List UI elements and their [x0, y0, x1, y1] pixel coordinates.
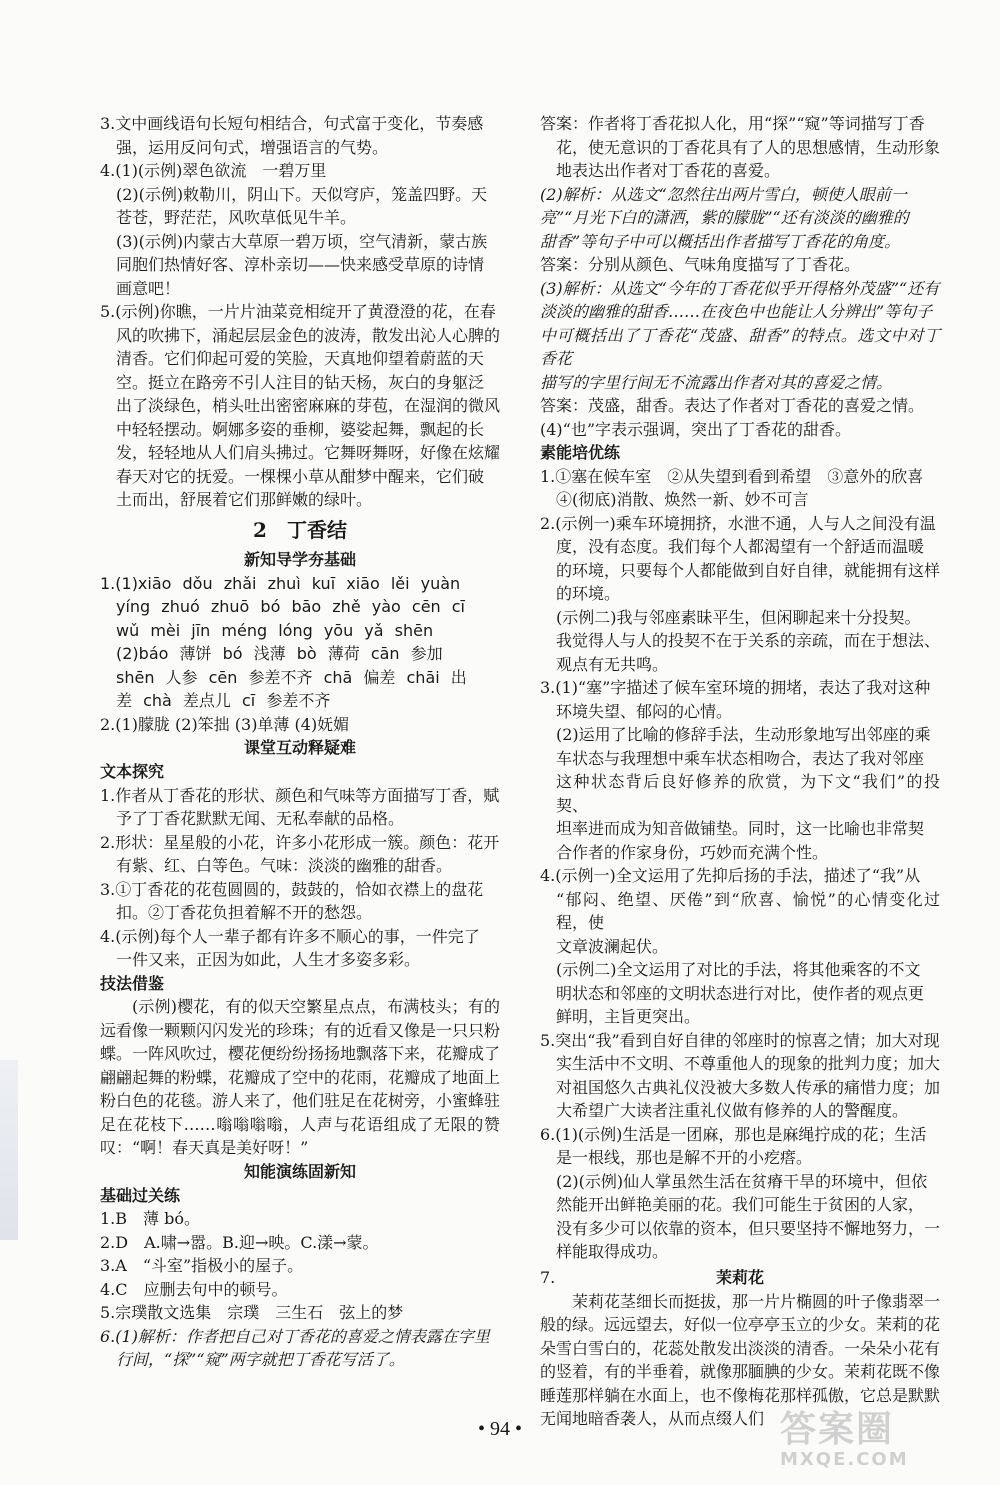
answer-line: 观点有无共鸣。	[556, 654, 669, 674]
answer-line: 答案：作者将丁香花拟人化，用“探”“窥”等词描写丁香	[540, 114, 925, 133]
answer-line: (2)解析：从选文“忽然往出两片雪白，顿使人眼前一	[540, 184, 907, 204]
pinyin-row: 差 chà 差点儿 cī 参差不齐	[116, 691, 331, 710]
sub-heading: 技法借鉴	[100, 973, 165, 993]
sub-heading: 基础过关练	[100, 1185, 181, 1205]
answer-line: 花，使无意识的丁香花具有了人的思想感情，生动形象	[556, 137, 941, 157]
pinyin-row: (2)báo 薄饼 bó 浅薄 bò 薄荷 cān 参加	[116, 644, 443, 663]
answer-line: 这种状态背后良好修养的欣赏，为下文“我们”的投契、	[556, 772, 940, 815]
item7-heading	[540, 1266, 940, 1290]
answer-line: 地表达出作者对丁香花的喜爱。	[556, 161, 781, 180]
answer-line: 1.作者从丁香花的形状、颜色和气味等方面描写丁香，赋	[100, 785, 500, 805]
page-number: • 94 •	[477, 1418, 522, 1440]
answer-line: (示例二)我与邻座素昧平生，但闲聊起来十分投契。	[556, 607, 921, 627]
answer-line: 5.突出“我”看到自好自律的邻座时的惊喜之情；加大对现	[540, 1030, 940, 1050]
answer-line: 中可概括出了丁香花“茂盛、甜香”的特点。选文中对丁香花	[540, 325, 940, 368]
answer-line: 亮”“月光下白的潇洒，紫的朦胧”“还有淡淡的幽雅的	[540, 208, 909, 227]
answer-line: 春天对它的抚爱。一棵棵小草从酣梦中醒来，它们破	[116, 466, 485, 486]
answer-line: 予了丁香花默默无闻、无私奉献的品格。	[116, 809, 405, 828]
watermark-logo	[780, 1410, 980, 1470]
answer-line: 4.C 应删去句中的顿号。	[100, 1279, 288, 1299]
pinyin-row: yíng zhuó zhuō bó bāo zhě yào cēn cī	[116, 597, 465, 616]
answer-line: 鲜明，主旨更突出。	[556, 1007, 701, 1026]
item-number: 7.	[540, 1267, 556, 1287]
answer-line: 坦率进而成为知音做铺垫。同时，这一比喻也非常契	[556, 819, 925, 838]
advanced-answers	[540, 465, 940, 1264]
pinyin-block	[100, 572, 500, 713]
answer-line: 3.文中画线语句长短句相结合，句式富于变化，节奏感	[100, 114, 484, 133]
section-heading: 知能演练固新知	[243, 1161, 356, 1181]
answer-line: 6.(1)解析：作者把自己对丁香花的喜爱之情表露在字里	[100, 1326, 490, 1346]
lesson-title: 2 丁香结	[253, 517, 347, 542]
answer-line: 环境失望、郁闷的心情。	[556, 701, 733, 721]
answer-line: 空。挺立在路旁不引人注目的钻天杨，灰白的身躯泛	[116, 372, 485, 392]
answer-line: 5.宗璞散文选集 宗璞 三生石 弦上的梦	[100, 1303, 404, 1322]
answer-line: 甜香”等句子中可以概括出作者描写丁香花的角度。	[540, 231, 901, 251]
basic-answers	[100, 1207, 500, 1325]
answer-line: 车状态与我理想中乘车状态相吻合，表达了我对邻座	[556, 748, 925, 768]
answer-line: (示例二)全文运用了对比的手法，将其他乘客的不文	[556, 960, 921, 979]
answer-line: 我觉得人与人的投契不在于关系的亲疏，而在于想法、	[556, 631, 941, 650]
pinyin-row: shēn 人参 cēn 参差不齐 chā 偏差 chāi 出	[116, 667, 467, 687]
answer-line: 3.A “斗室”指极小的屋子。	[100, 1256, 304, 1275]
answer-line: 没有多少可以依靠的资本，但只要坚持不懈地努力，一	[556, 1218, 941, 1238]
answer-line: 描写的字里行间无不流露出作者对其的喜爱之情。	[540, 372, 893, 392]
answer-line: 4.(示例)每个人一辈子都有许多不顺心的事，一件完了	[100, 926, 480, 946]
answer-line: 强，运用反问句式，增强语言的气势。	[116, 137, 389, 157]
answer-line: 2.(1)朦胧 (2)笨拙 (3)单薄 (4)妩媚	[100, 714, 350, 734]
answer-line: 画意吧！	[116, 278, 181, 298]
answer-line: 的环境。	[556, 584, 621, 603]
answer-line: 风的吹拂下，涌起层层金色的波涛，散发出沁人心脾的	[116, 325, 501, 345]
essay-paragraph: 茉莉花茎细长而挺拔，那一片片椭圆的叶子像翡翠一般的绿。远远望去，好似一位亭亭玉立的少女。茉莉的花朵雪白雪白的，花蕊处散发出淡淡的清香。一朵朵小花有的竖着，有的半垂着，就像那腼腆的少女。茉莉花既不像睡莲那样躺在水面上，也不像梅花那样孤傲，它总是默默无闻地暗香袭人，从而点缀人们	[540, 1291, 941, 1428]
answer-line: 3.①丁香花的花苞圆圆的，鼓鼓的，恰如衣襟上的盘花	[100, 879, 484, 899]
answer-line: 1.B 薄 bó。	[100, 1209, 200, 1228]
answer-line: “郁闷、绝望、厌倦”到“欣喜、愉悦”的心情变化过程，使	[556, 889, 940, 932]
answer-line: 度，没有态度。我们每个人都渴望有一个舒适而温暖	[556, 537, 925, 556]
sub-heading: 文本探究	[100, 762, 165, 781]
answer-line: 中轻轻摆动。婀娜多姿的垂柳，婆娑起舞，飘起的长	[116, 419, 485, 439]
answer-line: 答案：茂盛，甜香。表达了作者对丁香花的喜爱之情。	[540, 396, 925, 415]
section-heading: 课堂互动释疑难	[243, 738, 356, 757]
answer-line: (3)解析：从选文“今年的丁香花似乎开得格外茂盛”“还有	[540, 278, 940, 298]
answer-line: 是一根线，那也是解不开的小疙瘩。	[556, 1148, 813, 1167]
technique-paragraph: (示例)樱花，有的似天空繁星点点，布满枝头；有的远看像一颗颗闪闪发光的珍珠；有的近看又像是一只只粉蝶。一阵风吹过，樱花便纷纷扬扬地飘落下来，花瓣成了翩翩起舞的粉蝶，花瓣成了空中的花雨，花瓣成了地面上粉白色的花毯。游人来了，他们驻足在花树旁，小蜜蜂驻足在花枝下……嗡嗡嗡嗡，人声与花语组成了无限的赞叹：“啊！春天真是美好呀！”	[100, 997, 501, 1157]
answer-line: (2)运用了比喻的修辞手法，生动形象地写出邻座的乘	[556, 725, 931, 744]
answer-line: 对祖国悠久古典礼仪没被大多数人传承的痛惜力度；加	[556, 1077, 941, 1097]
answer-line: (3)(示例)内蒙古大草原一碧万顷，空气清新，蒙古族	[116, 231, 488, 251]
sub-heading: 素能培优练	[540, 443, 621, 462]
explore-answers	[100, 784, 500, 972]
answer-line: 一件又来，正因为如此，人生才多姿多彩。	[116, 950, 421, 969]
watermark-url: MXQE.COM	[780, 1449, 909, 1470]
answer-line: 扣。②丁香花负担着解不开的愁怨。	[116, 903, 373, 922]
answer-line: 4.(1)(示例)翠色欲流 一碧万里	[100, 161, 327, 180]
pinyin-row: 1.(1)xiāo dǒu zhǎi zhuì kuī xiāo lěi yuàn	[100, 573, 461, 593]
answer-line: 2.(示例一)乘车环境拥挤，水泄不通，人与人之间没有温	[540, 513, 936, 533]
section-heading: 新知导学夯基础	[243, 549, 356, 569]
answer-line: 淡淡的幽雅的甜香……在夜色中也能让人分辨出”等句子	[540, 302, 933, 321]
answer-line: 有紫、红、白等色。气味：淡淡的幽雅的甜香。	[116, 856, 453, 875]
watermark-text: 答案圈	[780, 1409, 895, 1450]
left-top-answers	[100, 112, 500, 512]
answer-line: ④(彻底)消散、焕然一新、妙不可言	[556, 490, 809, 509]
answer-line: 行间，“探”“窥”两字就把丁香花写活了。	[116, 1350, 405, 1369]
answer-line: 实生活中不文明、不尊重他人的现象的批判力度；加大	[556, 1054, 941, 1073]
answer-line: 文章波澜起伏。	[556, 936, 669, 956]
answer-line: 明状态和邻座的文明状态进行对比，使作者的观点更	[556, 983, 925, 1003]
right-column	[540, 112, 940, 1431]
answer-line: (4)“也”字表示强调，突出了丁香花的甜香。	[540, 419, 852, 439]
book-spine-shadow	[0, 1060, 18, 1240]
answer-line: (2)(示例)敕勒川，阴山下。天似穹庐，笼盖四野。天	[116, 184, 488, 204]
answer-line: 土而出，舒展着它们那鲜嫩的绿叶。	[116, 490, 373, 509]
left-column	[100, 112, 500, 1372]
answer-line: 2.D A.啸→嚣。B.迎→映。C.漾→蒙。	[100, 1232, 379, 1252]
answer-line: 出了淡绿色，梢头吐出密密麻麻的芽苞，在湿润的微风	[116, 396, 501, 415]
answer-line: 大希望广大读者注重礼仪做有修养的人的警醒度。	[556, 1101, 909, 1120]
answer-line: 5.(示例)你瞧，一片片油菜竞相绽开了黄澄澄的花，在春	[100, 302, 496, 321]
essay-title: 茉莉花	[715, 1267, 764, 1287]
right-top-answers	[540, 112, 940, 441]
answer-line: 的环境，只要每个人都能做到自好自律，就能拥有这样	[556, 560, 941, 580]
answer-line: 4.(示例一)全文运用了先抑后扬的手法，描述了“我”从	[540, 866, 921, 885]
answer-line: 清香。它们仰起可爱的笑脸，天真地仰望着蔚蓝的天	[116, 349, 485, 368]
answer-line: 发，轻轻地从人们肩头拂过。它舞呀舞呀，好像在炫耀	[116, 443, 501, 462]
answer-line: 苍苍，野茫茫，风吹草低见牛羊。	[116, 208, 357, 227]
pinyin-row: wǔ mèi jīn méng lóng yōu yǎ shēn	[116, 620, 434, 640]
answer-line: (2)(示例)仙人掌虽然生活在贫瘠干旱的环境中，但依	[556, 1171, 928, 1191]
answer-line: 1.①塞在候车室 ②从失望到看到希望 ③意外的欣喜	[540, 466, 924, 486]
answer-line: 样能取得成功。	[556, 1242, 669, 1261]
answer-line: 3.(1)“塞”字描述了候车室环境的拥堵，表达了我对这种	[540, 678, 931, 697]
answer-line: 2.形状：星星般的小花，许多小花形成一簇。颜色：花开	[100, 832, 500, 852]
answer-line: 合作者的作家身份，巧妙而充满个性。	[556, 842, 829, 862]
answer-line: 答案：分别从颜色、气味角度描写了丁香花。	[540, 255, 861, 274]
answer-line: 同胞们热情好客、淳朴亲切——快来感受草原的诗情	[116, 255, 485, 274]
answer-line: 然能开出鲜艳美丽的花。我们可能生于贫困的人家，	[556, 1195, 925, 1214]
answer-line: 6.(1)(示例)生活是一团麻，那也是麻绳拧成的花；生活	[540, 1124, 927, 1144]
